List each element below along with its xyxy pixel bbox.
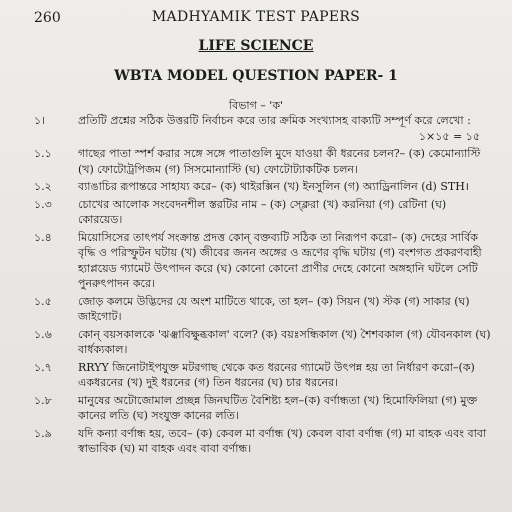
question-text: জোড় কলমে উদ্ভিদের যে অংশ মাটিতে থাকে, তা হল– (ক) সিয়ন (খ) স্টক (গ) সাকার (ঘ) জাইগোট। [78, 294, 470, 323]
question-text: গাছের পাতা স্পর্শ করার সঙ্গে সঙ্গে পাতাগুলি মুদে যাওয়া কী ধরনের চলন?– (ক) কেমোন্যাস্টি (খ) ফোটোট্রপিজম (গ) সিসমোন্যাস্টি (ঘ) ফোটোট্যাকটিক চলন। [78, 147, 481, 176]
question-number: ১.৮ [34, 393, 52, 407]
question-1-1 [30, 146, 492, 177]
question-1-2 [30, 179, 492, 195]
question-text [78, 113, 492, 144]
question-1-9 [30, 426, 492, 457]
question-1-8 [30, 393, 492, 424]
question-list [30, 113, 492, 459]
question-number: ১.৪ [34, 230, 52, 244]
question-text: কোন্ বয়সকালকে 'ঝঞ্ঝাবিক্ষুব্ধকাল' বলে? (ক) বয়ঃসন্ধিকাল (খ) শৈশবকাল (গ) যৌবনকাল (ঘ) বার্ধক্যকাল। [78, 327, 491, 356]
question-1-5 [30, 294, 492, 325]
question-text: ব্যাঙাচির রূপান্তরে সাহায্য করে– (ক) থাইরক্সিন (খ) ইনসুলিন (গ) অ্যাড্রিনালিন (d) STH। [78, 180, 469, 193]
marks-label: ১×১৫ = ১৫ [418, 129, 480, 143]
question-1-7 [30, 360, 492, 391]
paper-title: WBTA MODEL QUESTION PAPER- 1 [114, 68, 398, 84]
instruction-text: প্রতিটি প্রশ্নের সঠিক উত্তরটি নির্বাচন করে তার ক্রমিক সংখ্যাসহ বাক্যটি সম্পূর্ণ করে লেখো : [78, 114, 471, 127]
running-title: MADHYAMIK TEST PAPERS [151, 9, 361, 25]
question-number: ১.৫ [34, 294, 52, 308]
question-number: ১.৭ [34, 360, 52, 374]
question-text: মানুষের অটোজোমাল প্রচ্ছন্ন জিনঘটিত বৈশিষ্ট্য হল–(ক) বর্ণান্ধতা (খ) হিমোফিলিয়া (গ) মুক্ত কানের লতি (ঘ) সংযুক্ত কানের লতি। [78, 393, 478, 422]
question-number: ১.২ [34, 180, 52, 193]
subject-heading: LIFE SCIENCE [198, 38, 314, 54]
section-heading: বিভাগ – 'ক' [228, 99, 284, 112]
question-text: RRYY জিনোটাইপযুক্ত মটরগাছ থেকে কত ধরনের গ্যামেট উৎপন্ন হয় তা নির্ধারণ করো–(ক) একধরনের (খ) দুই ধরনের (গ) তিন ধরনের (ঘ) চার ধরনের। [78, 360, 475, 389]
question-1 [30, 113, 492, 144]
question-text: মিয়োসিসের তাৎপর্য সংক্রান্ত প্রদত্ত কোন্ বক্তব্যটি সঠিক তা নিরূপণ করো– (ক) দেহের সার্বিক বৃদ্ধি ও পরিস্ফুটন ঘটায় (খ) জীবের জনন অঙ্গের ও ভ্রূণের বৃদ্ধি ঘটায় (গ) বংশগত প্রকরণবাহী হ্যাপ্লয়েড গ্যামেট উৎপাদন করে (ঘ) কোনো কোনো প্রাণীর দেহে কোনো অঙ্গহানি ঘটলে সেটি পুনরুৎপাদন করে। [78, 230, 482, 290]
question-1-3 [30, 197, 492, 228]
question-text: চোখের আলোক সংবেদনশীল স্তরটির নাম – (ক) স্ক্লেরা (খ) করনিয়া (গ) রেটিনা (ঘ) কোরয়েড। [78, 197, 447, 226]
question-number: ১। [34, 114, 46, 127]
question-text: যদি কন্যা বর্ণান্ধ হয়, তবে– (ক) কেবল মা বর্ণান্ধ (খ) কেবল বাবা বর্ণান্ধ (গ) মা বাহক এবং বাবা স্বাভাবিক (ঘ) মা বাহক এবং বাবা বর্ণান্ধ। [78, 426, 487, 455]
question-number: ১.৩ [34, 197, 52, 211]
question-number: ১.৯ [34, 426, 52, 440]
page-number: 260 [34, 10, 61, 26]
question-1-4 [30, 230, 492, 292]
question-number: ১.৬ [34, 327, 52, 341]
question-1-6 [30, 327, 492, 358]
question-number: ১.১ [34, 147, 52, 160]
